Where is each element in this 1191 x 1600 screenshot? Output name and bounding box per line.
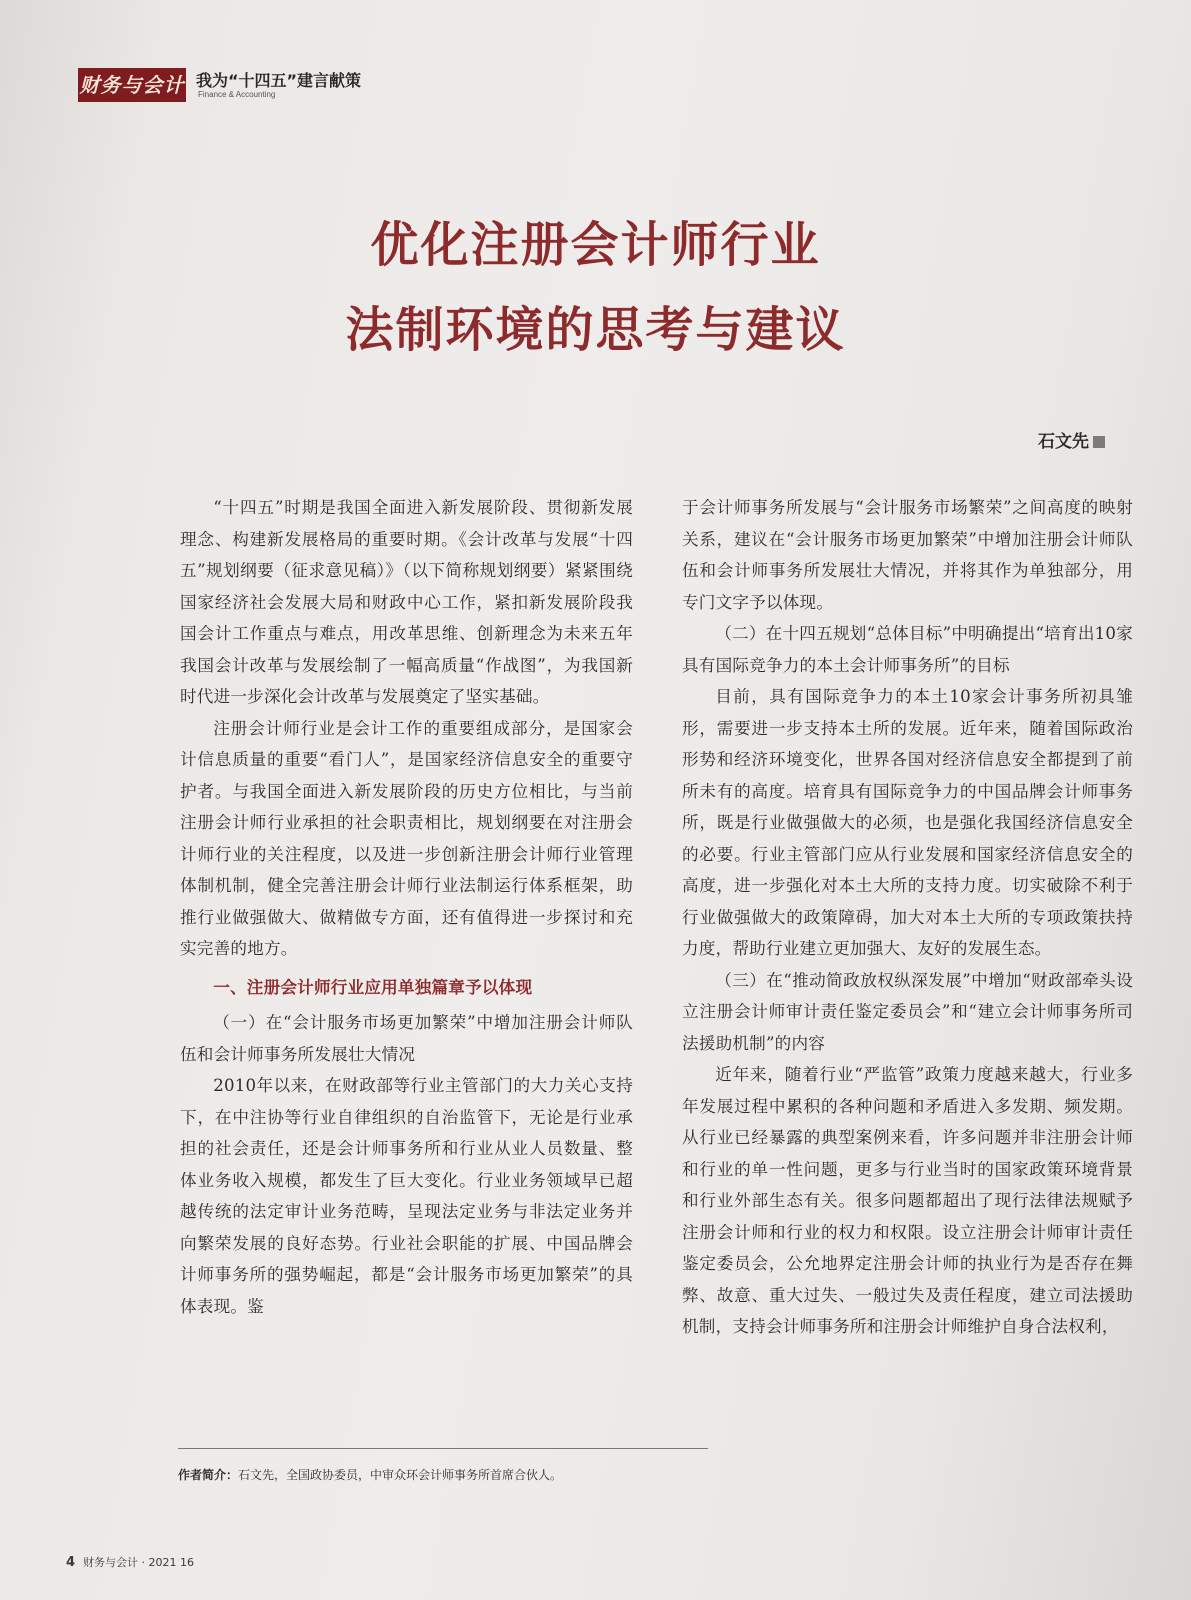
journal-issue: 财务与会计 · 2021 16: [83, 1556, 195, 1569]
author-bio-text: 石文先，全国政协委员，中审众环会计师事务所首席合伙人。: [238, 1468, 563, 1482]
column-subtitle: Finance & Accounting: [198, 90, 276, 99]
subheading-1: （一）在“会计服务市场更加繁荣”中增加注册会计师队伍和会计师事务所发展壮大情况: [180, 1013, 633, 1064]
article-title-line-1: 优化注册会计师行业: [370, 217, 821, 273]
subheading-2: （二）在十四五规划“总体目标”中明确提出“培育出10家具有国际竞争力的本土会计师事务所”的目标: [682, 624, 1133, 675]
paragraph-2010-continued: 于会计师事务所发展与“会计服务市场繁荣”之间高度的映射关系，建议在“会计服务市场更加繁荣”中增加注册会计师队伍和会计师事务所发展壮大情况，并将其作为单独部分，用专门文字予以体现。: [682, 498, 1133, 612]
paragraph-intro: “十四五”时期是我国全面进入新发展阶段、贯彻新发展理念、构建新发展格局的重要时期。《会计改革与发展“十四五”规划纲要（征求意见稿）》（以下简称规划纲要）紧紧围绕国家经济社会发展大局和财政中心工作，紧扣新发展阶段我国会计工作重点与难点，用改革思维、创新理念为未来五年我国会计改革与发展绘制了一幅高质量“作战图”，为我国新时代进一步深化会计改革与发展奠定了坚实基础。: [180, 498, 633, 706]
journal-logo: 财务与会计: [78, 68, 186, 102]
column-title: 我为“十四五”建言献策: [196, 71, 362, 90]
paragraph-industry: 注册会计师行业是会计工作的重要组成部分，是国家会计信息质量的重要“看门人”，是国家经济信息安全的重要守护者。与我国全面进入新发展阶段的历史方位相比，与当前注册会计师行业承担的社会职责相比，规划纲要在对注册会计师行业的关注程度，以及进一步创新注册会计师行业管理体制机制，健全完善注册会计师行业法制运行体系框架，助推行业做强做大、做精做专方面，还有值得进一步探讨和充实完善的地方。: [180, 718, 633, 958]
paragraph-regulation: 近年来，随着行业“严监管”政策力度越来越大，行业多年发展过程中累积的各种问题和矛盾进入多发期、频发期。从行业已经暴露的典型案例来看，许多问题并非注册会计师和行业的单一性问题，更多与行业当时的国家政策环境背景和行业外部生态有关。很多问题都超出了现行法律法规赋予注册会计师和行业的权力和权限。设立注册会计师审计责任鉴定委员会，公允地界定注册会计师的执业行为是否存在舞弊、故意、重大过失、一般过失及责任程度，建立司法援助机制，支持会计师事务所和注册会计师维护自身合法权利，: [682, 1065, 1133, 1336]
left-column: [180, 492, 633, 1322]
author-bio-label: 作者简介：: [178, 1468, 239, 1482]
subheading-3: （三）在“推动简政放权纵深发展”中增加“财政部牵头设立注册会计师审计责任鉴定委员会”和“建立会计师事务所司法援助机制”的内容: [682, 970, 1133, 1053]
author-name: 石文先: [1038, 427, 1105, 452]
paragraph-2010: 2010年以来，在财政部等行业主管部门的大力关心支持下，在中注协等行业自律组织的自治监管下，无论是行业承担的社会责任，还是会计师事务所和行业从业人员数量、整体业务收入规模，都发生了巨大变化。行业业务领域早已超越传统的法定审计业务范畴，呈现法定业务与非法定业务并向繁荣发展的良好态势。行业社会职能的扩展、中国品牌会计师事务所的强势崛起，都是“会计服务市场更加繁荣”的具体表现。鉴: [180, 1076, 633, 1316]
article-title-line-2: 法制环境的思考与建议: [345, 302, 846, 358]
heading-section-1: 一、注册会计师行业应用单独篇章予以体现: [213, 977, 533, 997]
right-column: [682, 492, 1133, 1343]
footnote-divider: [178, 1448, 708, 1449]
page-number: 4: [66, 1555, 76, 1570]
page-footer: [66, 1554, 194, 1570]
author-bio: [178, 1466, 562, 1483]
paragraph-international: 目前，具有国际竞争力的本土10家会计事务所初具雏形，需要进一步支持本土所的发展。近年来，随着国际政治形势和经济环境变化，世界各国对经济信息安全都提到了前所未有的高度。培育具有国际竞争力的中国品牌会计师事务所，既是行业做强做大的必须，也是强化我国经济信息安全的必要。行业主管部门应从行业发展和国家经济信息安全的高度，进一步强化对本土大所的支持力度。切实破除不利于行业做强做大的政策障碍，加大对本土大所的专项政策扶持力度，帮助行业建立更加强大、友好的发展生态。: [682, 687, 1133, 958]
